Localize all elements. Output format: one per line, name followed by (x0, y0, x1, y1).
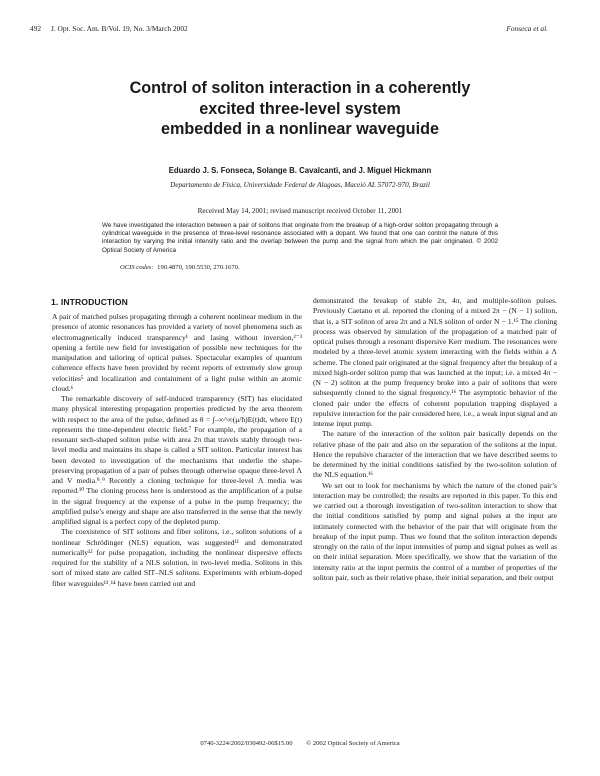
issn-code: 0740-3224/2002/030492-06$15.00 (200, 740, 293, 747)
abstract: We have investigated the interaction between a pair of solitons that originate from the breakup of a high-order soliton propagating through a cylindrical waveguide in the presence of three-level resonance associated with a dopant. We found that one can control the nature of this interaction by varying the initial intensity ratio and the overlap between the pump and the signal from which the pair originated. © 2002 Optical Society of America (102, 222, 498, 254)
left-column (52, 312, 302, 589)
title-line: embedded in a nonlinear waveguide (161, 120, 439, 138)
author-list: Eduardo J. S. Fonseca, Solange B. Cavalcanti, and J. Miguel Hickmann (168, 166, 432, 175)
page-number: 492 (30, 24, 42, 33)
title-line: excited three-level system (199, 99, 401, 118)
paragraph: The nature of the interaction of the soliton pair basically depends on the relative phase of the pair and also on the separation of the solitons at the input. Hence the repulsive character of the interaction that we have described seems to be determined by the initial conditions satisfied by the two-soliton solution of the NLS equation.¹⁶ (313, 429, 557, 480)
ocis-label: OCIS codes: (120, 264, 154, 271)
paper-title (60, 78, 540, 140)
paragraph: We set out to look for mechanisms by which the nature of the cloned pair’s interaction may be controlled; the results are reported in this paper. To this end we carried out a thorough investigation of two-soliton interaction to show that the initial conditions satisfied by pump and signal pulses at the input are intimately connected with the behavior of the pair that will originate from the breakup of the input pump. Thus we found that the soliton interaction depends strongly on the ratio of the input intensities of pump and signal pulses as well as on their initial separation. More specifically, we show that the variation of the intensity ratio at the input permits the control of a number of properties of the soliton pair, such as their relative phase, their initial separation, and their output (313, 480, 557, 582)
paragraph: A pair of matched pulses propagating through a coherent nonlinear medium in the presence of atomic resonances has provided a variety of novel phenomena such as electromagnetically induced transparency¹ and lasing without inversion,²⁻³ opening a fertile new field for investigation of possible new techniques for the manipulation and tailoring of optical pulses. Spectacular examples of quantum coherence effects have been provided by recent reports of extremely slow group velocities⁵ and localization and containment of a light pulse within an atomic cloud.⁶ (52, 312, 302, 393)
right-column (313, 296, 557, 583)
paragraph: The coexistence of SIT solitons and fiber solitons, i.e., soliton solutions of a nonlinear Schrödinger (NLS) equation, was suggested¹¹ and demonstrated numerically¹² for pulse propagation, including the nonlinear dispersive effects required for the stability of a NLS solution, in two-level media. Solitons in this sort of mixed state are called SIT–NLS solitons. Experiments with erbium-doped fiber waveguides¹³˒¹⁴ have been carried out and (52, 527, 302, 588)
title-line: Control of soliton interaction in a coherently (129, 79, 471, 97)
page-footer (0, 740, 600, 747)
paragraph: demonstrated the breakup of stable 2π, 4π, and multiple-soliton pulses. Previously Caetano et al. reported the cloning of a mixed 2π − (N − 1) soliton, that is, a SIT soliton of area 2π and a NLS soliton of order N − 1.¹⁵ The cloning process was observed by simulation of the propagation of a matched pair of optical pulses through a resonant dispersive Kerr medium. The resonances were modeled by a three-level atomic system interacting with the fields within a Λ scheme. The cloned pair originated at the signal frequency after the breakup of a mixed high-order soliton pump that was launched at the input; i.e. a mixed 4π − (N − 2) soliton at the pump frequency broke into a pair of solitons that were subsequently cloned to the signal frequency.¹⁶ The asymptotic behavior of the cloned pair under the effects of coherent population trapping displayed a repulsive interaction for the pair considered here, i.e., a weak input signal and an intense input pump. (313, 296, 557, 428)
copyright: © 2002 Optical Society of America (306, 740, 400, 747)
ocis-codes (120, 264, 240, 271)
paragraph: The remarkable discovery of self-induced transparency (SIT) has elucidated many physical interesting propagation properties predicted by the area theorem with respect to the area of the pulse, defined as θ = ∫₋∞^∞(μ/ħ)E(t)dt, where E(t) represents the time-dependent electric field.⁷ For example, the propagation of a resonant sech-shaped soliton pulse with area 2π that travels stably through two-level media and maintains its shape is called a SIT soliton. Particular interest has been devoted to investigation of the mechanisms that underlie the shape-preserving propagation of a pair of pulses through otherwise opaque three-level Λ and V media.⁸˒⁹ Recently a cloning technique for three-level Λ media was reported.¹⁰ The cloning process here is understood as the amplification of a pulse in the signal frequency at the expense of a pulse in the pump frequency; the amplified pulse’s energy and shape are also transferred in the sense that the newly amplified signal is a perfect copy of the depleted pump. (52, 394, 302, 526)
received-dates: Received May 14, 2001; revised manuscript received October 11, 2001 (197, 207, 403, 215)
ocis-values: 190.4870, 190.5530, 270.1670. (157, 264, 240, 271)
section-heading: 1. INTRODUCTION (51, 297, 128, 307)
running-header-left (30, 24, 188, 33)
running-author: Fonseca et al. (506, 24, 548, 33)
journal-citation: J. Opt. Soc. Am. B/Vol. 19, No. 3/March 2002 (50, 24, 188, 33)
affiliation: Departamento de Física, Universidade Federal de Alagoas, Maceió AL 57072-970, Brazil (170, 181, 430, 189)
